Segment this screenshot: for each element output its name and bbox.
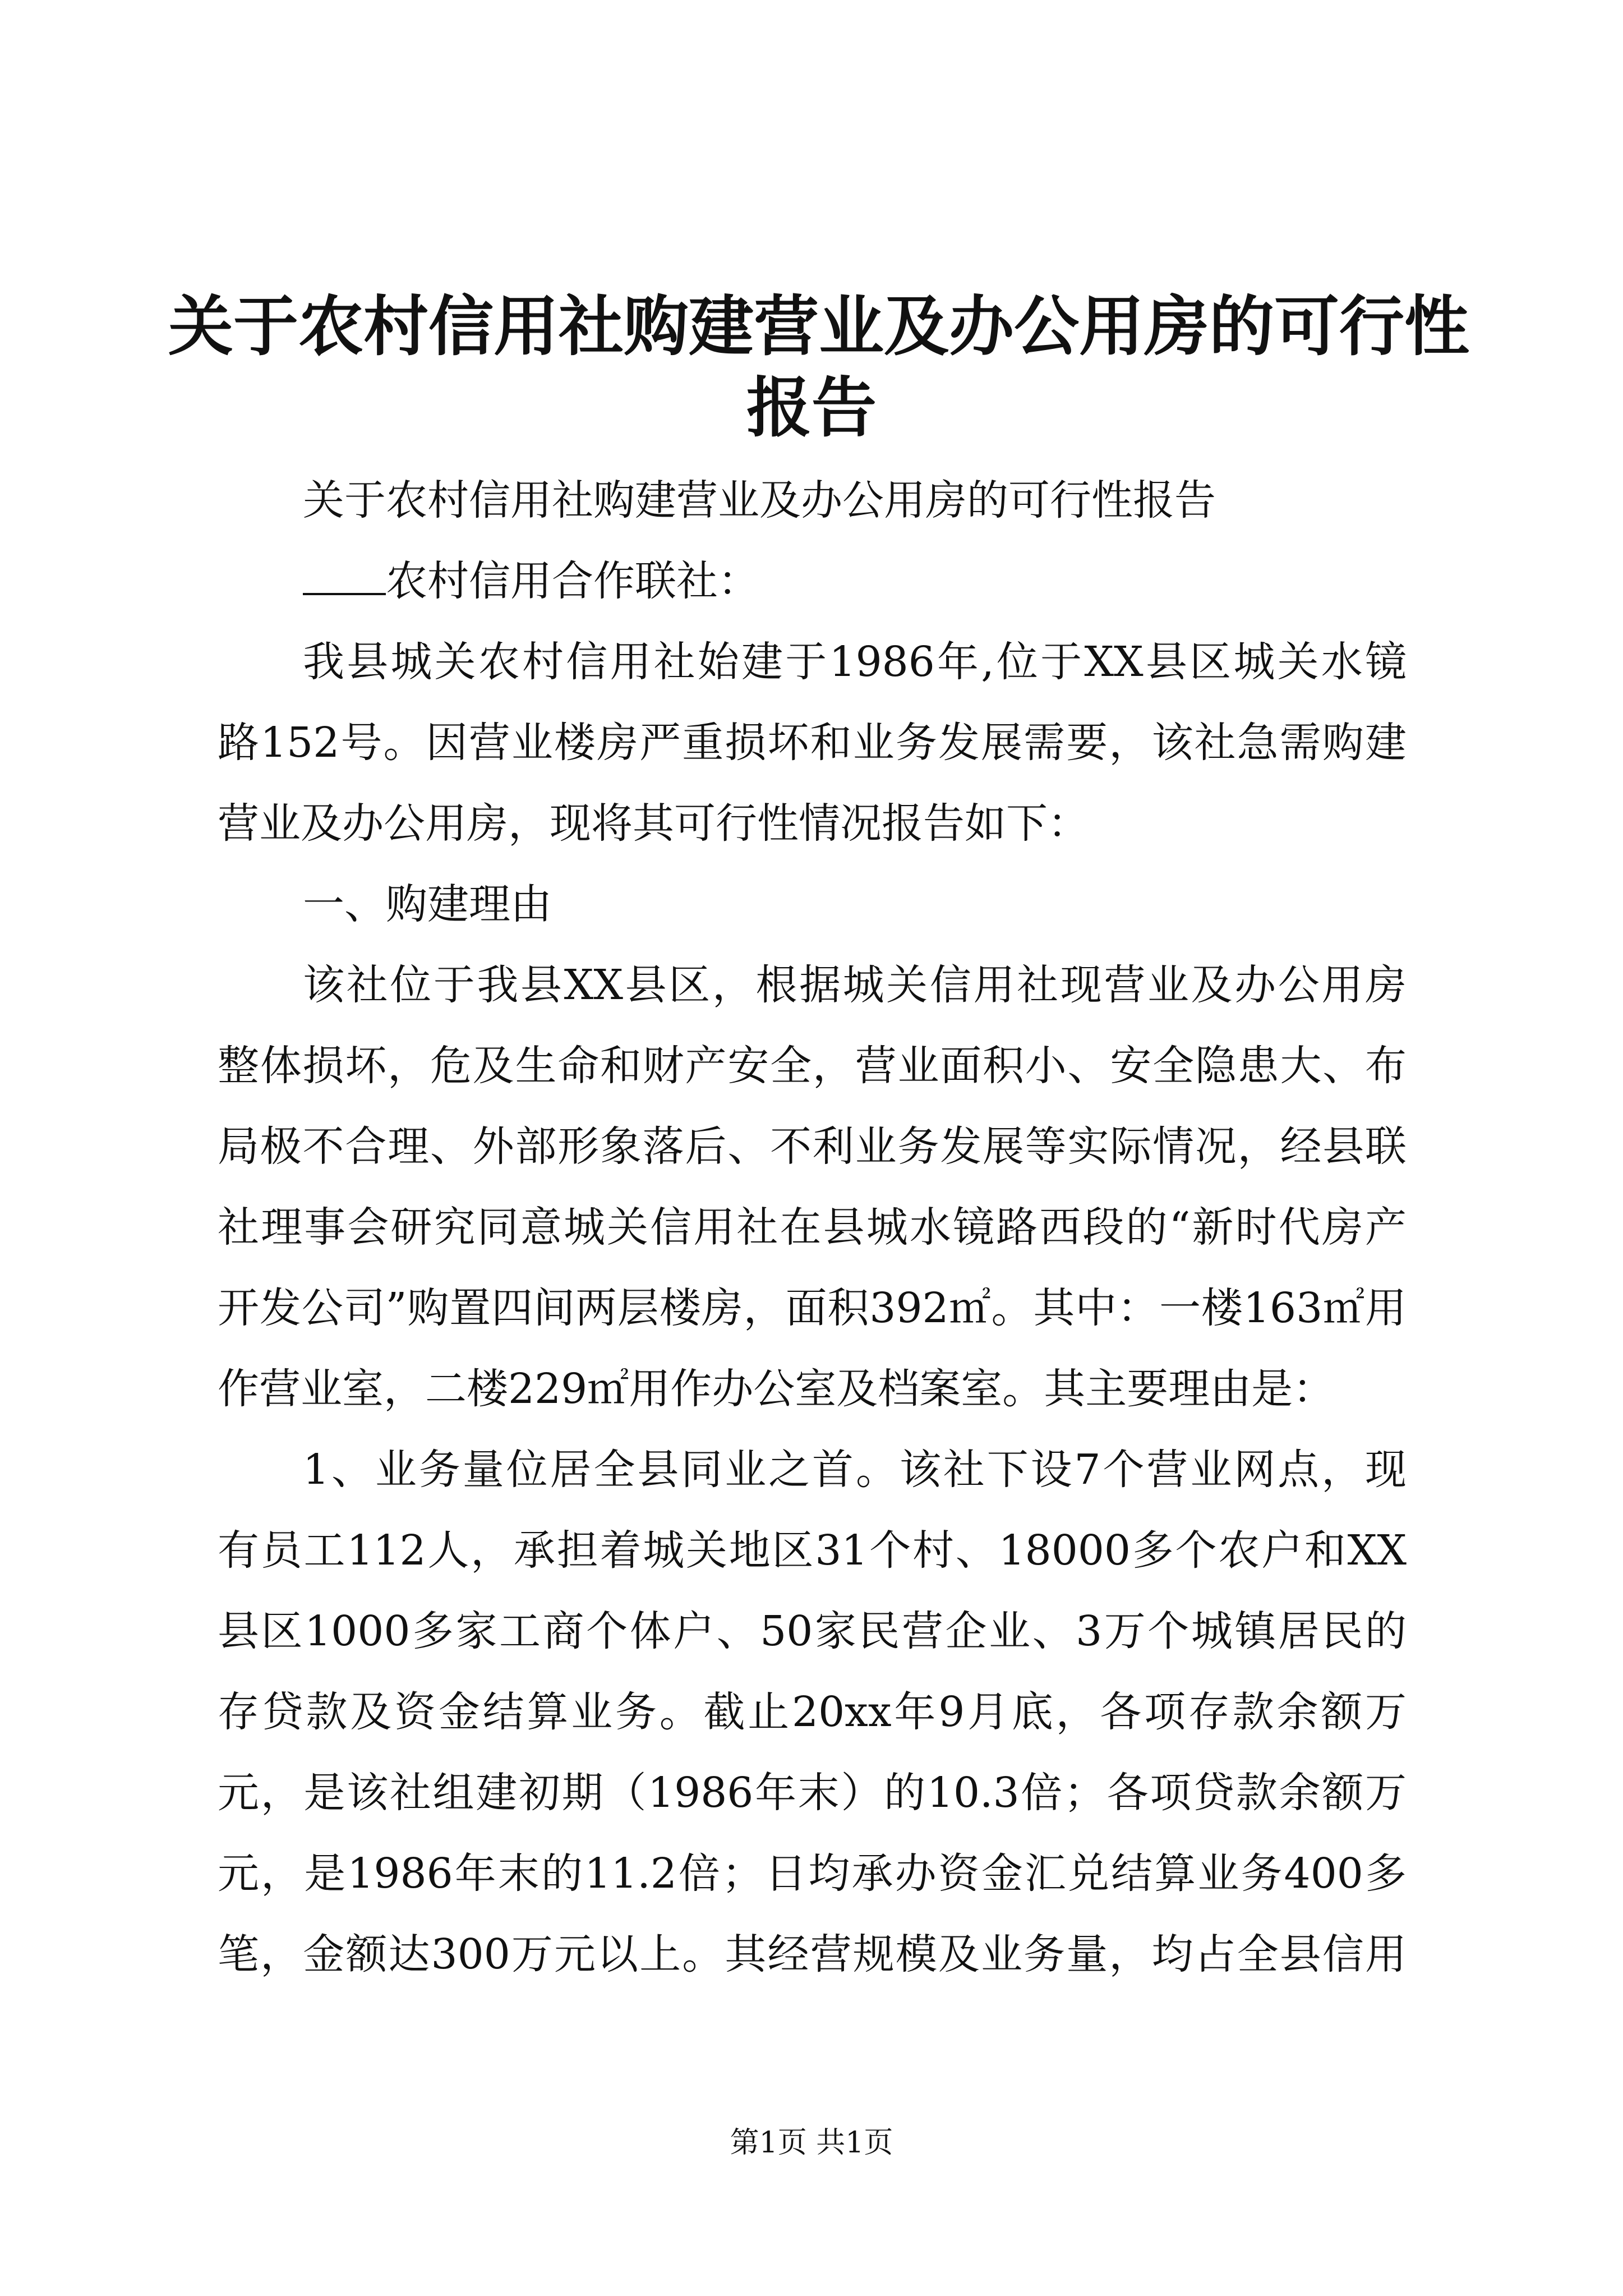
paragraph-line: 路152号。因营业楼房严重损坏和业务发展需要，该社急需购建 [218, 719, 1407, 767]
document-title-line-2: 报告 [746, 370, 877, 446]
paragraph-line: 营业及办公用房，现将其可行性情况报告如下： [218, 799, 1089, 848]
page-footer: 第1页 共1页 [730, 2126, 893, 2160]
blank-underline [303, 559, 386, 595]
addressee-line [218, 541, 1407, 622]
subtitle-line: 关于农村信用社购建营业及办公用房的可行性报告 [303, 476, 1216, 524]
paragraph-line: 整体损坏，危及生命和财产安全，营业面积小、安全隐患大、布 [218, 1042, 1407, 1090]
paragraph-line: 1、业务量位居全县同业之首。该社下设7个营业网点，现 [303, 1446, 1407, 1494]
section-heading: 一、购建理由 [303, 880, 552, 928]
paragraph-line: 元，是1986年末的11.2倍；日均承办资金汇兑结算业务400多 [218, 1849, 1407, 1898]
paragraph-line: 我县城关农村信用社始建于1986年,位于XX县区城关水镜 [303, 638, 1407, 686]
paragraph-line: 开发公司”购置四间两层楼房，面积392㎡。其中：一楼163㎡用 [218, 1284, 1407, 1332]
paragraph-line: 笔，金额达300万元以上。其经营规模及业务量，均占全县信用 [218, 1930, 1407, 1978]
paragraph-line: 县区1000多家工商个体户、50家民营企业、3万个城镇居民的 [218, 1607, 1407, 1655]
paragraph-line: 社理事会研究同意城关信用社在县城水镜路西段的“新时代房产 [218, 1203, 1407, 1251]
paragraph-line: 局极不合理、外部形象落后、不利业务发展等实际情况，经县联 [218, 1122, 1407, 1171]
paragraph-line: 作营业室，二楼229㎡用作办公室及档案室。其主要理由是： [218, 1365, 1335, 1413]
document-title-line-1: 关于农村信用社购建营业及办公用房的可行性 [168, 288, 1469, 365]
paragraph-line: 存贷款及资金结算业务。截止20xx年9月底，各项存款余额万 [218, 1688, 1407, 1736]
paragraph-line: 元，是该社组建初期（1986年末）的10.3倍；各项贷款余额万 [218, 1769, 1407, 1817]
paragraph-line: 有员工112人，承担着城关地区31个村、18000多个农户和XX [218, 1526, 1407, 1575]
document-body [218, 460, 1407, 1995]
paragraph-line: 该社位于我县XX县区，根据城关信用社现营业及办公用房 [303, 961, 1407, 1009]
addressee-text: 农村信用合作联社： [386, 557, 759, 605]
